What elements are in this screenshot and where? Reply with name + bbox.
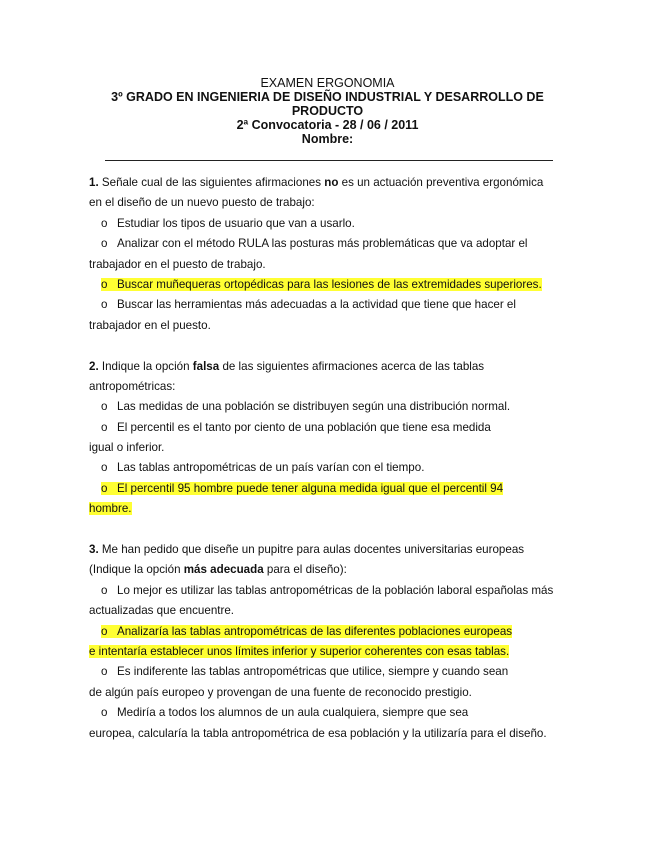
q2-keyword: falsa (192, 359, 220, 373)
q2-stem-text-end: de las siguientes afirmaciones acerca de las tablas (219, 359, 485, 373)
q2-number: 2. (89, 359, 99, 373)
q2-option-4-cont (89, 499, 569, 519)
q3-option-2-text: Analizaría las tablas antropométricas de las diferentes poblaciones europeas (117, 624, 513, 638)
bullet: o (101, 237, 108, 251)
q2-option-3 (89, 458, 569, 478)
q3-option-1 (89, 581, 569, 601)
q3-option-2-cont-text: e intentaría establecer unos límites inferior y superior coherentes con esas tablas. (89, 644, 510, 658)
bullet: o (101, 665, 108, 679)
name-label: Nombre: (301, 132, 354, 146)
q3-option-2-answer (89, 622, 569, 642)
q1-option-2-cont: trabajador en el puesto de trabajo. (89, 257, 266, 271)
bullet: o (101, 298, 108, 312)
q3-stem-text: Me han pedido que diseñe un pupitre para aulas docentes universitarias europeas (98, 543, 525, 557)
q3-stem (89, 540, 569, 560)
q2-option-1 (89, 397, 569, 417)
q1-stem-text: Señale cual de las siguientes afirmaciones (98, 176, 325, 189)
q3-option-2-cont (89, 642, 569, 662)
q1-stem-text-end: es un actuación preventiva ergonómica (338, 176, 544, 189)
degree-line: 3º GRADO EN INGENIERIA DE DISEÑO INDUSTRIAL Y DESARROLLO DE (111, 90, 544, 104)
q1-keyword: no (324, 176, 339, 189)
q1-option-4 (89, 295, 569, 315)
q1-option-2-text: Analizar con el método RULA las posturas más problemáticas que va adoptar el (117, 237, 528, 251)
q3-option-3 (89, 662, 569, 682)
q3-option-4-text: Mediría a todos los alumnos de un aula cualquiera, siempre que sea (117, 706, 469, 720)
degree-line-cont: PRODUCTO (291, 104, 364, 118)
q3-option-3-text: Es indiferente las tablas antropométricas que utilice, siempre y cuando sean (117, 665, 509, 679)
bullet: o (101, 624, 108, 638)
q2-stem (89, 357, 569, 377)
q3-stem-text-2-end: para el diseño): (263, 563, 347, 577)
bullet: o (101, 461, 108, 475)
q1-number: 1. (89, 176, 99, 189)
q2-option-3-text: Las tablas antropométricas de un país varían con el tiempo. (117, 461, 425, 475)
q1-option-2 (89, 234, 569, 254)
q1-option-3-text: Buscar muñequeras ortopédicas para las lesiones de las extremidades superiores. (117, 277, 542, 291)
bullet: o (101, 277, 108, 291)
q1-option-1 (89, 214, 569, 234)
bullet: o (101, 400, 108, 414)
q3-option-1-cont: actualizadas que encuentre. (89, 604, 235, 618)
q3-option-1-text: Lo mejor es utilizar las tablas antropométricas de la población laboral españolas más (117, 583, 554, 597)
q2-option-2 (89, 418, 569, 438)
q3-number: 3. (89, 543, 99, 557)
bullet: o (101, 481, 108, 495)
q2-option-1-text: Las medidas de una población se distribuyen según una distribución normal. (117, 400, 511, 414)
q1-option-4-cont: trabajador en el puesto. (89, 318, 211, 332)
q2-option-2-cont: igual o inferior. (89, 441, 165, 455)
q1-option-1-text: Estudiar los tipos de usuario que van a usarlo. (117, 216, 355, 230)
q1-stem-line2: en el diseño de un nuevo puesto de trabajo: (89, 196, 315, 210)
q2-option-4-answer (89, 479, 569, 499)
q2-option-4-cont-text: hombre. (89, 502, 132, 516)
exam-header (90, 76, 565, 146)
name-underline (105, 160, 553, 161)
q3-option-4 (89, 703, 569, 723)
bullet: o (101, 216, 108, 230)
convocatoria-line: 2ª Convocatoria - 28 / 06 / 2011 (236, 118, 419, 132)
q2-stem-text: Indique la opción (98, 359, 193, 373)
q3-keyword: más adecuada (183, 563, 264, 577)
q2-option-4-text: El percentil 95 hombre puede tener alguna medida igual que el percentil 94 (117, 481, 504, 495)
q3-option-4-cont: europea, calcularía la tabla antropométrica de esa población y la utilizaría para el diseño. (89, 726, 547, 740)
q2-stem-line2: antropométricas: (89, 379, 176, 393)
bullet: o (101, 583, 108, 597)
q3-option-3-cont: de algún país europeo y provengan de una fuente de reconocido prestigio. (89, 685, 472, 699)
q1-option-3-answer (89, 275, 569, 295)
q3-stem-text-2: (Indique la opción (89, 563, 184, 577)
q1-stem (89, 173, 569, 193)
q2-option-2-text: El percentil es el tanto por ciento de una población que tiene esa medida (117, 420, 491, 434)
bullet: o (101, 706, 108, 720)
exam-body (89, 173, 569, 744)
q1-option-4-text: Buscar las herramientas más adecuadas a la actividad que tiene que hacer el (117, 298, 516, 312)
exam-title: EXAMEN ERGONOMIA (260, 76, 395, 90)
bullet: o (101, 420, 108, 434)
q3-stem-line2 (89, 560, 569, 580)
